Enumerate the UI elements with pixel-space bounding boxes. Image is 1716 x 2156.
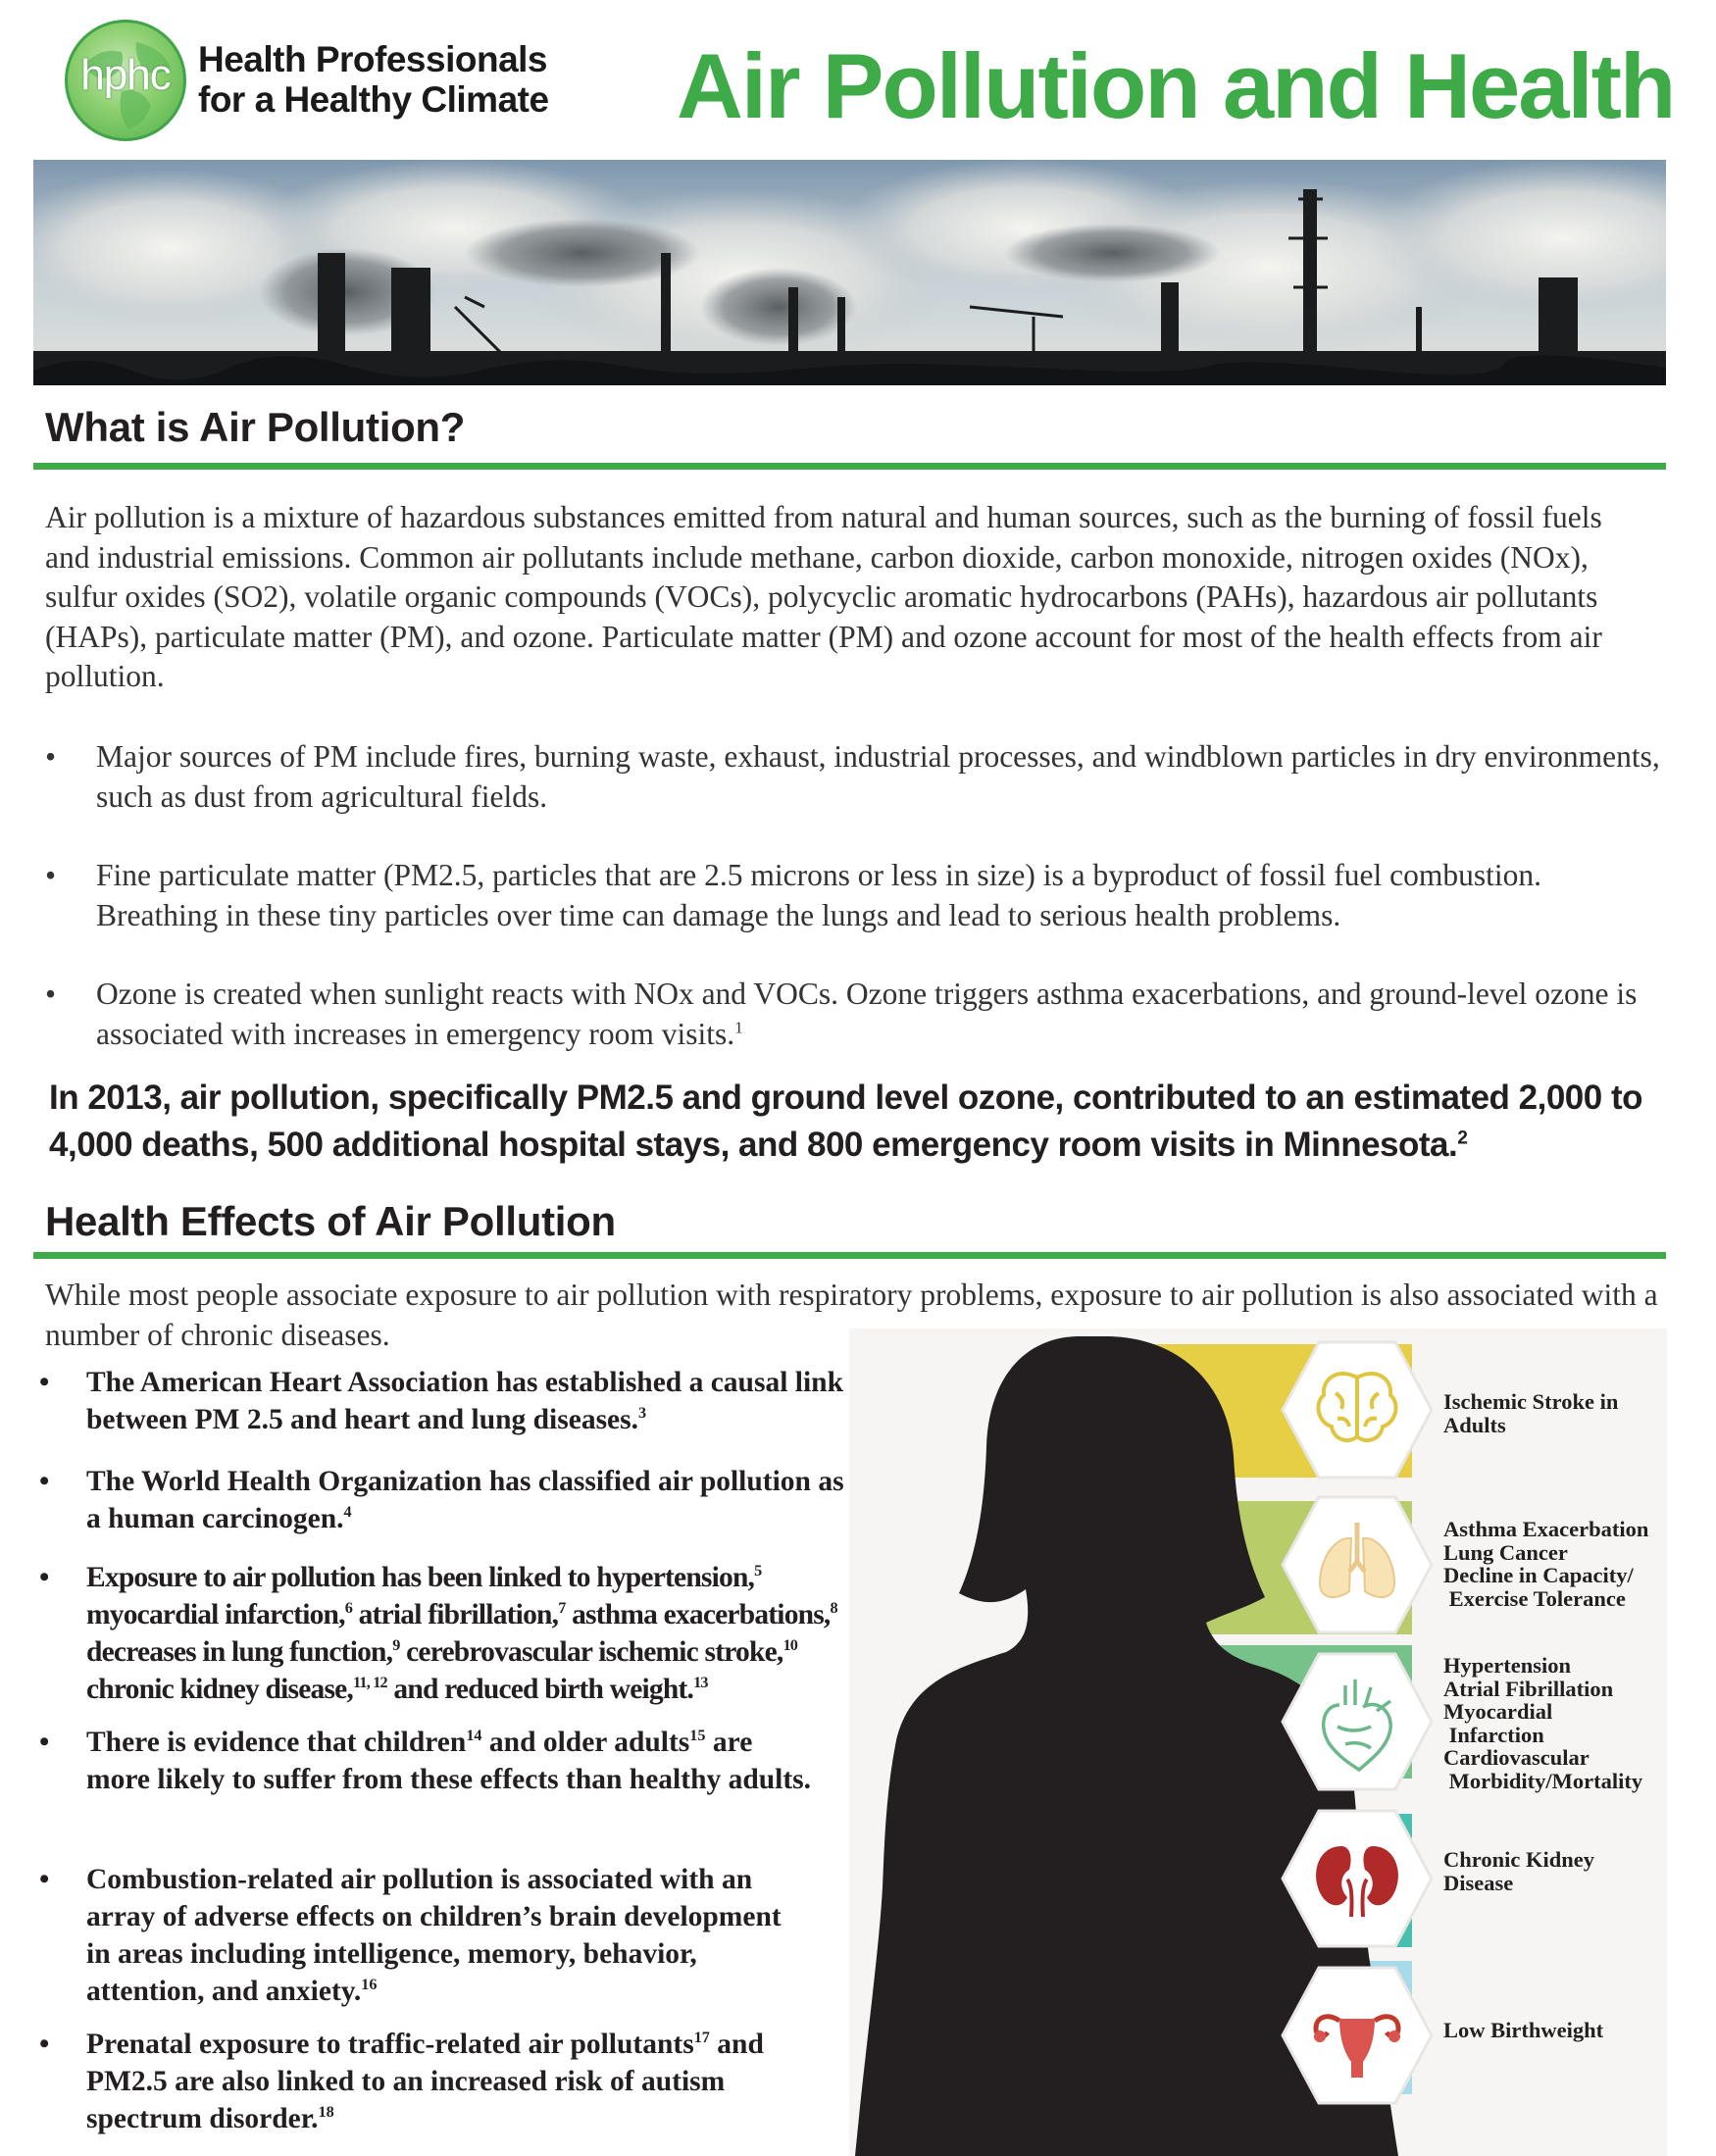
- health-effects-intro: While most people associate exposure to air pollution with respiratory problems, exposure to air pollution is also associated with a number of chronic diseases.: [45, 1278, 1658, 1352]
- section-divider: [33, 463, 1666, 470]
- bullet-text-part: There is evidence that children: [86, 1727, 467, 1758]
- reference-number: 8: [830, 1599, 837, 1618]
- bullet-text: [86, 1463, 853, 1537]
- bullet-icon: •: [39, 1367, 50, 1398]
- bullet-text-part: decreases in lung function,: [86, 1636, 393, 1668]
- bullet-icon: •: [45, 739, 57, 774]
- list-item: [45, 856, 1663, 935]
- key-statistic-text: In 2013, air pollution, specifically PM2.5 and ground level ozone, contributed to an estimated 2,000 to 4,000 deaths, 500 additional hospital stays, and 800 emergency room visits in Minnesota.: [49, 1078, 1642, 1164]
- section-heading-what-is-air-pollution: What is Air Pollution?: [45, 404, 466, 450]
- bullet-text-body: Ozone is created when sunlight reacts with NOx and VOCs. Ozone triggers asthma exacerbations, and ground-level ozone is associated with increases in emergency room visits.: [96, 977, 1638, 1051]
- reference-number: 17: [693, 2029, 710, 2047]
- bullet-text-part: myocardial infarction,: [86, 1599, 345, 1630]
- heart-icon: [1281, 1650, 1434, 1793]
- bullet-text: [86, 1724, 814, 1798]
- list-item: [39, 1559, 853, 1708]
- bullet-text-part: chronic kidney disease,: [86, 1674, 353, 1705]
- bullet-icon: •: [39, 2029, 50, 2060]
- bullet-text: [86, 1364, 853, 1438]
- industrial-skyline-image: [33, 160, 1666, 385]
- bullet-text-body: The American Heart Association has established a causal link between PM 2.5 and heart and lung diseases.: [86, 1367, 843, 1435]
- bullet-icon: •: [39, 1562, 49, 1593]
- list-item: [39, 1724, 814, 1798]
- health-effect-label-cardiovascular: Hypertension Atrial Fibrillation Myocardial Infarction Cardiovascular Morbidity/Mortality: [1443, 1653, 1643, 1793]
- page-title: Air Pollution and Health: [677, 34, 1675, 137]
- organization-name: [198, 39, 549, 120]
- list-item: [39, 2026, 824, 2137]
- reference-number: 3: [638, 1404, 647, 1423]
- reference-number: 18: [318, 2103, 334, 2122]
- reference-number: 13: [693, 1674, 708, 1692]
- bullet-text: [86, 1861, 794, 2010]
- reference-number: 15: [689, 1727, 706, 1745]
- bullet-text-part: and older adults: [481, 1727, 690, 1758]
- bullet-text: Fine particulate matter (PM2.5, particles that are 2.5 microns or less in size) is a byproduct of fossil fuel combustion. Breathing in these tiny particles over time can damage the lungs and lead to serious health problems.: [96, 858, 1542, 932]
- bullet-text-part: asthma exacerbations,: [565, 1599, 831, 1630]
- key-statistic: [49, 1075, 1677, 1169]
- reference-number: 5: [754, 1562, 762, 1580]
- bullet-text-body: The World Health Organization has classified air pollution as a human carcinogen.: [86, 1466, 844, 1534]
- bullet-icon: •: [39, 1466, 50, 1497]
- list-item: [39, 1364, 853, 1438]
- reference-number: 14: [466, 1727, 482, 1745]
- bullet-text: [86, 2026, 824, 2137]
- list-item: [45, 737, 1663, 817]
- bullet-text: [96, 975, 1663, 1054]
- bullet-text-part: atrial fibrillation,: [352, 1599, 559, 1630]
- health-effect-label-kidney: Chronic Kidney Disease: [1443, 1847, 1594, 1895]
- bullet-text-part: Prenatal exposure to traffic-related air pollutants: [86, 2029, 694, 2060]
- section-heading-health-effects: Health Effects of Air Pollution: [45, 1198, 616, 1244]
- health-effects-infographic: [849, 1329, 1667, 2156]
- bullet-icon: •: [45, 858, 57, 892]
- bullet-text-part: Exposure to air pollution has been linked to hypertension,: [86, 1562, 755, 1593]
- reference-number: 16: [361, 1976, 378, 1994]
- bullet-icon: •: [45, 977, 57, 1011]
- org-line-1: Health Professionals: [198, 39, 548, 79]
- section-divider: [33, 1252, 1666, 1259]
- reference-number: 2: [1457, 1128, 1468, 1149]
- health-effect-label-respiratory: Asthma Exacerbation Lung Cancer Decline in Capacity/ Exercise Tolerance: [1443, 1517, 1649, 1611]
- bullet-text: Major sources of PM include fires, burning waste, exhaust, industrial processes, and windblown particles in dry environments, such as dust from agricultural fields.: [96, 739, 1660, 814]
- org-line-2: for a Healthy Climate: [198, 79, 549, 120]
- bullet-icon: •: [39, 1727, 50, 1758]
- health-effect-label-birthweight: Low Birthweight: [1443, 2018, 1604, 2042]
- list-item: [39, 1861, 794, 2010]
- reference-number: 6: [344, 1599, 353, 1618]
- uterus-icon: [1281, 1964, 1434, 2107]
- logo-text: hphc: [80, 51, 171, 99]
- bullet-text: [86, 1559, 853, 1708]
- bullet-icon: •: [39, 1864, 50, 1895]
- reference-number: 4: [343, 1503, 352, 1522]
- reference-number: 11, 12: [353, 1674, 387, 1692]
- reference-number: 10: [782, 1636, 798, 1655]
- lungs-icon: [1281, 1493, 1434, 1636]
- bullet-text-part: cerebrovascular ischemic stroke,: [399, 1636, 783, 1668]
- intro-paragraph: Air pollution is a mixture of hazardous substances emitted from natural and human sources, such as the burning of fossil fuels and industrial emissions. Common air pollutants include methane, carbon dioxide, carbon monoxide, nitrogen oxides (NOx), sulfur oxides (SO2), volatile organic compounds (VOCs), polycyclic aromatic hydrocarbons (PAHs), hazardous air pollutants (HAPs), particulate matter (PM), and ozone. Particulate matter (PM) and ozone account for most of the health effects from air pollution.: [45, 500, 1602, 693]
- list-item: [39, 1463, 853, 1537]
- kidney-icon: [1281, 1807, 1434, 1950]
- reference-number: 1: [734, 1018, 743, 1036]
- bullet-text-body: Combustion-related air pollution is associated with an array of adverse effects on children’s brain development in areas including intelligence, memory, behavior, attention, and anxiety.: [86, 1864, 782, 2007]
- bullet-text-part: and PM2.5 are also linked to an increased risk of autism spectrum disorder.: [86, 2029, 764, 2134]
- bullet-text-part: are more likely to suffer from these effects than healthy adults.: [86, 1727, 812, 1795]
- bullet-text-part: and reduced birth weight.: [386, 1674, 694, 1705]
- health-effect-label-stroke: Ischemic Stroke in Adults: [1443, 1389, 1619, 1437]
- reference-number: 7: [558, 1599, 566, 1618]
- reference-number: 9: [392, 1636, 400, 1655]
- list-item: [45, 975, 1663, 1054]
- brain-icon: [1281, 1338, 1434, 1481]
